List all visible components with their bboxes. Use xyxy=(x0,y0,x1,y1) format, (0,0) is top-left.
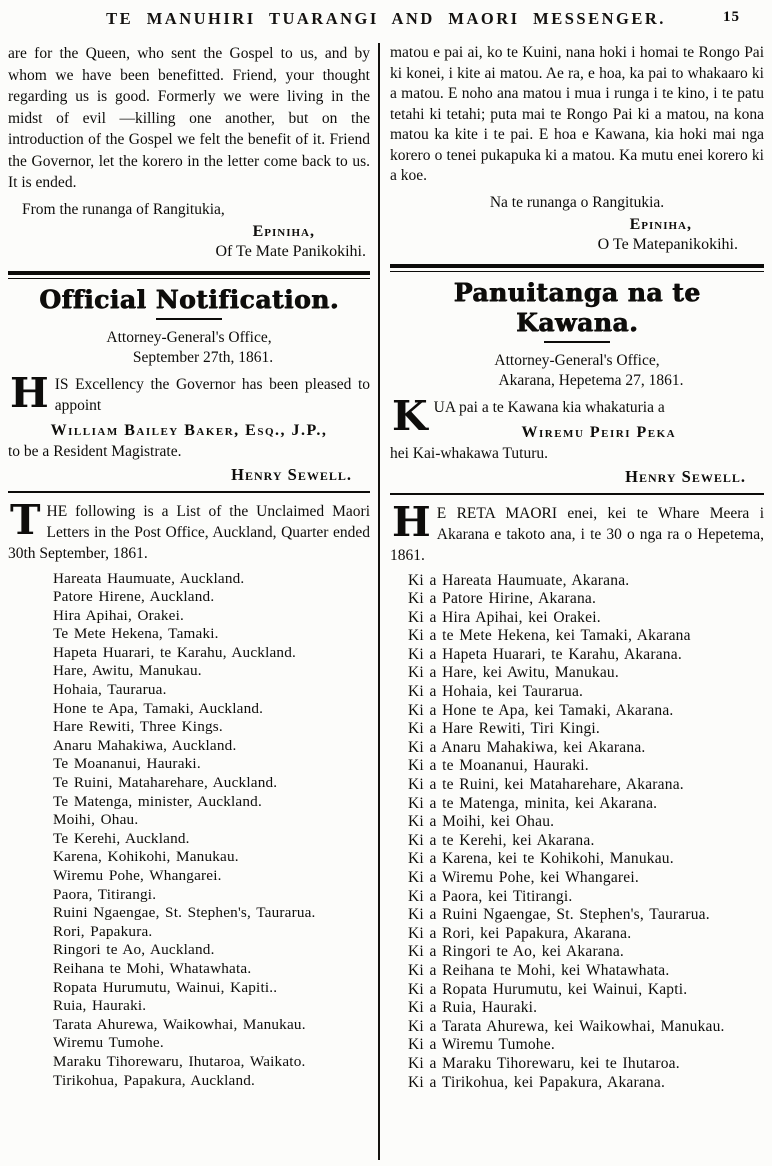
unclaimed-letter-entry: Ruia, Hauraki. xyxy=(53,997,147,1015)
unclaimed-letter-entry: Te Mete Hekena, Tamaki. xyxy=(53,625,219,643)
reta-maori-entry: Ki a te Moananui, Hauraki. xyxy=(408,757,589,775)
reta-maori-entry: Ki a Ruia, Hauraki. xyxy=(408,999,538,1017)
unclaimed-letter-entry: Rori, Papakura. xyxy=(53,922,153,940)
reta-maori-entry: Ki a Ruini Ngaengae, St. Stephen's, Taurarua. xyxy=(408,906,710,924)
page-number: 15 xyxy=(723,9,740,25)
unclaimed-letter-entry: Hira Apihai, Orakei. xyxy=(53,606,184,624)
official-signature-maori: Henry Sewell. xyxy=(625,466,746,486)
column-maori xyxy=(380,43,768,1160)
official-notification-heading: Official Notification. xyxy=(39,284,339,314)
dropcap-initial: H xyxy=(392,497,431,546)
column-layout xyxy=(0,37,772,1160)
unclaimed-letter-entry: Tirikohua, Papakura, Auckland. xyxy=(53,1071,256,1089)
unclaimed-letter-entry: Te Ruini, Mataharehare, Auckland. xyxy=(53,774,278,792)
unclaimed-letter-entry: Reihana te Mohi, Whatawhata. xyxy=(53,959,252,977)
appointment-closing-maori: hei Kai-whakawa Tuturu. xyxy=(390,444,548,462)
unclaimed-letter-entry: Ruini Ngaengae, St. Stephen's, Taurarua. xyxy=(53,904,316,922)
office-line: Attorney-General's Office, xyxy=(494,351,660,369)
reta-maori-entry: Ki a Hareata Haumuate, Akarana. xyxy=(408,571,630,589)
section-divider-rule xyxy=(390,264,764,272)
reta-maori-entry: Ki a Maraku Tihorewaru, kei te Ihutaroa. xyxy=(408,1054,680,1072)
letter-signature-place-maori: O Te Matepanikokihi. xyxy=(597,235,738,253)
unclaimed-letter-entry: Tarata Ahurewa, Waikowhai, Manukau. xyxy=(53,1015,306,1033)
letter-body-english: are for the Queen, who sent the Gospel to us, and by whom we have been benefitted. Friend, your thought regarding us is good. Formerly we were living in the midst of evil —killing one another, but on the introduction of the Gospel we felt the benefit of it. Friend the Governor, let the korero in the letter come back to us. It is ended. xyxy=(8,45,370,191)
unclaimed-letter-entry: Wiremu Tumohe. xyxy=(53,1034,164,1052)
unclaimed-letters-intro-text: HE following is a List of the Unclaimed Maori Letters in the Post Office, Auckland, Quarter ended 30th September, 1861. xyxy=(8,502,370,562)
unclaimed-letter-entry: Paora, Titirangi. xyxy=(53,885,157,903)
unclaimed-letter-entry: Hareata Haumuate, Auckland. xyxy=(53,569,245,587)
heading-underline xyxy=(156,318,222,320)
unclaimed-letters-intro xyxy=(8,495,370,564)
article-divider-rule xyxy=(8,491,370,493)
unclaimed-letter-entry: Karena, Kohikohi, Manukau. xyxy=(53,848,239,866)
unclaimed-letter-entry: Patore Hirene, Auckland. xyxy=(53,588,215,606)
reta-maori-entry: Ki a Tarata Ahurewa, kei Waikowhai, Manukau. xyxy=(408,1017,725,1035)
reta-maori-entry: Ki a Hare Rewiti, Tiri Kingi. xyxy=(408,720,600,738)
reta-maori-entry: Ki a Patore Hirine, Akarana. xyxy=(408,590,597,608)
reta-maori-intro-text: E RETA MAORI enei, kei te Whare Meera i Akarana e takoto ana, i te 30 o nga ra o Hepetema, 1861. xyxy=(390,504,764,564)
appointment-paragraph-english xyxy=(8,368,370,417)
unclaimed-letter-entry: Te Matenga, minister, Auckland. xyxy=(53,792,262,810)
unclaimed-letter-entry: Te Kerehi, Auckland. xyxy=(53,829,190,847)
reta-maori-entry: Ki a Tirikohua, kei Papakura, Akarana. xyxy=(408,1073,666,1091)
reta-maori-entry: Ki a Hone te Apa, kei Tamaki, Akarana. xyxy=(408,701,674,719)
unclaimed-letter-entry: Moihi, Ohau. xyxy=(53,811,139,829)
reta-maori-entry: Ki a Wiremu Pohe, kei Whangarei. xyxy=(408,869,639,886)
official-signature-english: Henry Sewell. xyxy=(231,464,352,484)
letter-body-maori: matou e pai ai, ko te Kuini, nana hoki i homai te Rongo Pai ki konei, i kite ai matou. Ae ra, e hoa, ka pai to whakaaro ki a matou. E noho ana matou i mua i runga i te kino, i te patu tetahi ki tetahi; puta mai te Rongo Pai ki a matou, na kona matou ka kite i te pai. E hoa e Kawana, kia hoki mai nga korero o tenei pukapuka ki a matou. Ka mutu enei korero ki a koe. xyxy=(390,44,764,184)
letter-from-line-maori: Na te runanga o Rangitukia. xyxy=(489,193,665,211)
heading-underline xyxy=(544,341,610,343)
article-divider-rule xyxy=(390,493,764,495)
reta-maori-entry: Ki a te Matenga, minita, kei Akarana. xyxy=(408,794,658,812)
unclaimed-letter-entry: Ringori te Ao, Auckland. xyxy=(53,941,215,959)
reta-maori-entry: Ki a Wiremu Tumohe. xyxy=(408,1036,555,1054)
reta-maori-entry: Ki a Rori, kei Papakura, Akarana. xyxy=(408,924,632,942)
unclaimed-letter-entry: Maraku Tihorewaru, Ihutaroa, Waikato. xyxy=(53,1052,306,1070)
letter-signature-maori: Epiniha, xyxy=(629,215,692,233)
column-english xyxy=(6,43,378,1160)
masthead xyxy=(0,0,772,37)
reta-maori-entry: Ki a Hohaia, kei Taurarua. xyxy=(408,683,584,701)
reta-maori-entry: Ki a Anaru Mahakiwa, kei Akarana. xyxy=(408,738,646,756)
unclaimed-letter-entry: Hapeta Huarari, te Karahu, Auckland. xyxy=(53,643,297,661)
unclaimed-letter-entry: Hohaia, Taurarua. xyxy=(53,681,167,699)
appointee-name-english: William Bailey Baker, Esq., J.P., xyxy=(50,421,328,439)
reta-maori-entry: Ki a Hare, kei Awitu, Manukau. xyxy=(408,664,619,682)
reta-maori-entry: Ki a Karena, kei te Kohikohi, Manukau. xyxy=(408,850,674,868)
dateline-maori xyxy=(390,351,764,392)
reta-maori-entry: Ki a te Kerehi, kei Akarana. xyxy=(408,831,595,849)
dropcap-initial: K xyxy=(392,391,428,440)
date-line: September 27th, 1861. xyxy=(132,349,274,366)
letter-signature-place-english: Of Te Mate Panikokihi. xyxy=(215,242,366,260)
panuitanga-heading: Panuitanga na te Kawana. xyxy=(453,277,701,337)
unclaimed-letter-entry: Hone te Apa, Tamaki, Auckland. xyxy=(53,699,264,717)
unclaimed-letters-list xyxy=(8,570,370,1091)
letter-from-line-english: From the runanga of Rangitukia, xyxy=(22,200,225,218)
reta-maori-entry: Ki a Moihi, kei Ohau. xyxy=(408,813,555,831)
date-line: Akarana, Hepetema 27, 1861. xyxy=(498,372,684,389)
reta-maori-entry: Ki a Ropata Hurumutu, kei Wainui, Kapti. xyxy=(408,980,688,998)
page-title: TE MANUHIRI TUARANGI AND MAORI MESSENGER. xyxy=(106,9,666,28)
letter-signature-english: Epiniha, xyxy=(252,222,315,240)
appointment-text: IS Excellency the Governor has been pleased to appoint xyxy=(54,375,370,414)
unclaimed-letter-entry: Ropata Hurumutu, Wainui, Kapiti.. xyxy=(53,978,278,996)
reta-maori-entry: Ki a Hapeta Huarari, te Karahu, Akarana. xyxy=(408,645,682,663)
reta-maori-entry: Ki a Hira Apihai, kei Orakei. xyxy=(408,608,601,626)
dateline-english xyxy=(8,328,370,369)
appointment-text: UA pai a te Kawana kia whakaturia a xyxy=(433,398,665,416)
reta-maori-entry: Ki a Reihana te Mohi, kei Whatawhata. xyxy=(408,961,670,979)
dropcap-initial: H xyxy=(10,368,49,417)
reta-maori-entry: Ki a Ringori te Ao, kei Akarana. xyxy=(408,943,624,961)
dropcap-initial: T xyxy=(10,495,41,544)
appointee-name-maori: Wiremu Peiri Peka xyxy=(521,423,677,441)
unclaimed-letter-entry: Te Moananui, Hauraki. xyxy=(53,755,201,773)
reta-maori-list xyxy=(390,572,764,1093)
unclaimed-letter-entry: Anaru Mahakiwa, Auckland. xyxy=(53,736,237,754)
section-divider-rule xyxy=(8,271,370,279)
reta-maori-entry: Ki a Paora, kei Titirangi. xyxy=(408,887,573,905)
unclaimed-letter-entry: Hare Rewiti, Three Kings. xyxy=(53,718,223,736)
reta-maori-entry: Ki a te Ruini, kei Mataharehare, Akarana. xyxy=(408,776,684,794)
appointment-closing-english: to be a Resident Magistrate. xyxy=(8,442,182,460)
reta-maori-entry: Ki a te Mete Hekena, kei Tamaki, Akarana xyxy=(408,627,691,645)
unclaimed-letter-entry: Wiremu Pohe, Whangarei. xyxy=(53,867,222,884)
office-line: Attorney-General's Office, xyxy=(106,328,272,346)
unclaimed-letter-entry: Hare, Awitu, Manukau. xyxy=(53,662,202,680)
reta-maori-intro xyxy=(390,497,764,566)
